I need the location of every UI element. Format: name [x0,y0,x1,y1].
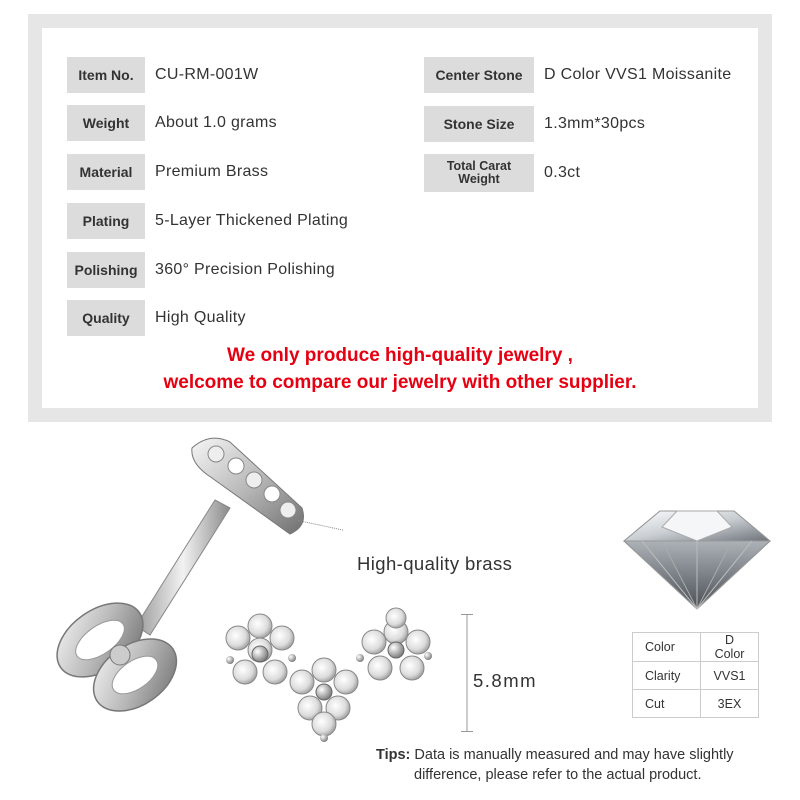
spec-value: 1.3mm*30pcs [544,115,646,132]
spec-row-total-carat [424,154,580,192]
table-row [633,690,759,718]
grading-key: Color [633,633,701,662]
spec-row-material [67,154,268,190]
table-row [633,633,759,662]
spec-value: D Color VVS1 Moissanite [544,66,732,83]
grading-value: 3EX [701,690,759,718]
promo-line-1: We only produce high-quality jewelry , [227,345,573,366]
spec-label: Weight [67,105,145,141]
dimension-marker [461,614,473,732]
grading-key: Clarity [633,662,701,690]
spec-label: Total Carat Weight [424,154,534,192]
flower-1 [226,614,294,684]
spec-value: About 1.0 grams [155,114,277,131]
spec-label: Material [67,154,145,190]
spec-row-plating [67,203,348,239]
spec-value: Premium Brass [155,163,269,180]
spec-row-quality [67,300,246,336]
flower-2 [290,658,358,736]
spec-row-weight [67,105,277,141]
spec-label: Plating [67,203,145,239]
spec-value: 0.3ct [544,164,581,181]
moissanite-stone-image [622,505,772,615]
spec-value: 360° Precision Polishing [155,261,335,278]
tips-line-1: Data is manually measured and may have slightly [414,747,734,763]
spec-row-polishing [67,252,335,288]
material-callout: High-quality brass [357,553,513,574]
spec-value: High Quality [155,309,246,326]
spec-card [42,28,758,408]
spec-label: Quality [67,300,145,336]
earring-front-view [200,598,450,758]
spec-value: CU-RM-001W [155,66,259,83]
grading-value: VVS1 [701,662,759,690]
spec-value: 5-Layer Thickened Plating [155,212,349,229]
spec-label: Stone Size [424,106,534,142]
spec-row-item-no [67,57,258,93]
spec-label: Item No. [67,57,145,93]
spec-row-center-stone [424,57,731,93]
spec-row-stone-size [424,106,645,142]
tips-label: Tips: [376,747,411,763]
grading-key: Cut [633,690,701,718]
flower-3 [362,608,430,680]
spec-label: Center Stone [424,57,534,93]
tips-line-2: difference, please refer to the actual product. [414,767,702,783]
table-row [633,662,759,690]
grading-table [632,632,759,718]
tips-note [376,745,734,785]
spec-label: Polishing [67,252,145,288]
grading-value: D Color [701,633,759,662]
promo-line-2: welcome to compare our jewelry with other supplier. [163,372,637,393]
dimension-label: 5.8mm [473,670,538,691]
spec-panel [28,14,772,422]
